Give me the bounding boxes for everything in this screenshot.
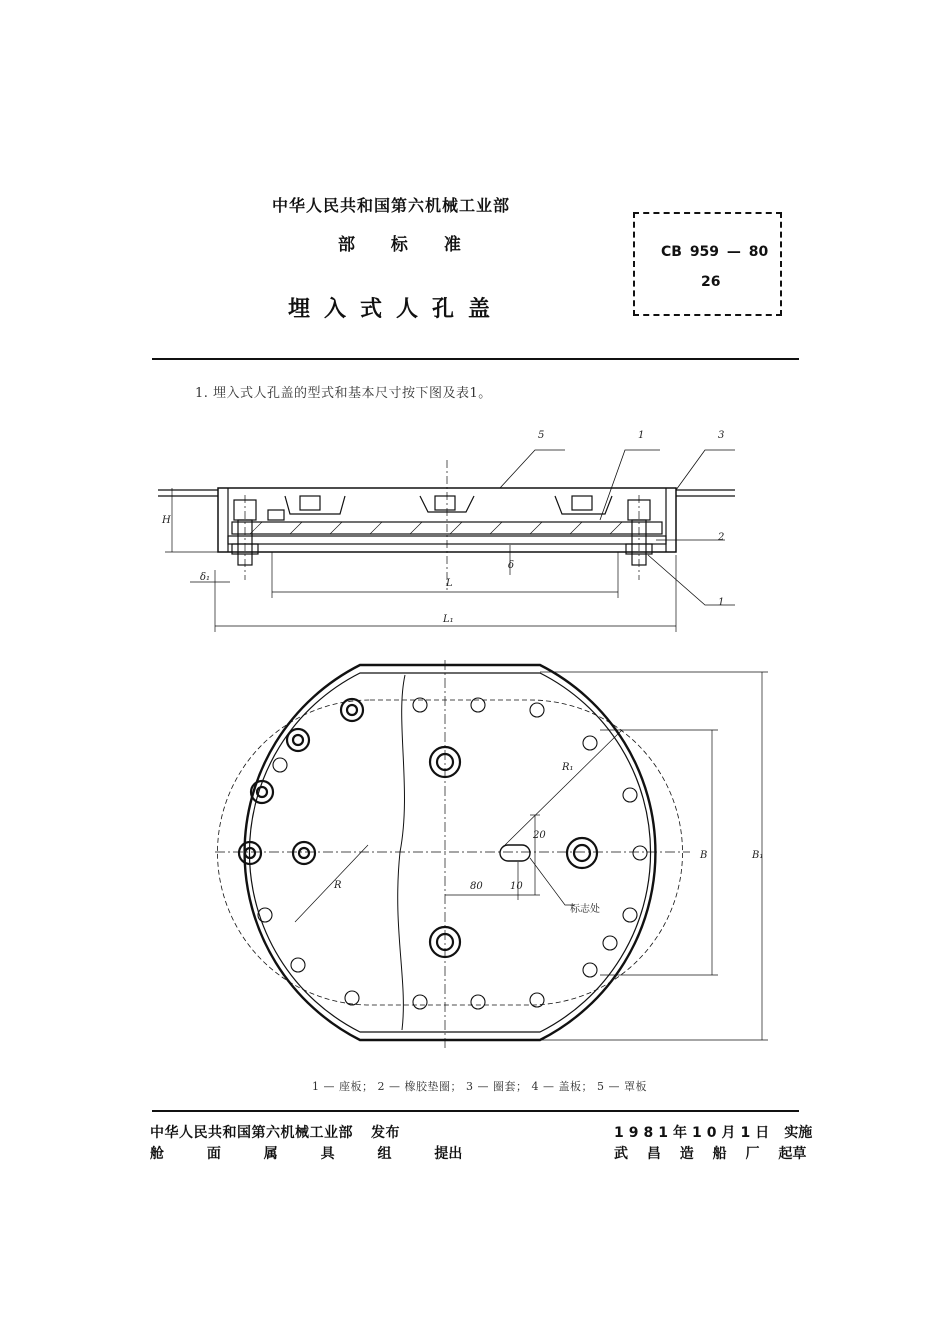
dim-B1: B₁ (752, 850, 764, 861)
dim-R: R (334, 880, 342, 891)
publish-label: 发布 (371, 1125, 400, 1141)
dim-R1: R₁ (562, 762, 574, 773)
dim-B: B (700, 850, 708, 861)
dim-L1: L₁ (443, 614, 454, 625)
dim-L: L (446, 578, 453, 589)
dim-H: H (162, 515, 171, 526)
standard-number: 26 (701, 274, 721, 290)
plan-view (215, 660, 768, 1048)
document-title: 埋入式人孔盖 (288, 297, 505, 322)
implement-label: 实施 (784, 1125, 813, 1141)
drafter: 武 昌 造 船 厂 起草 (614, 1146, 807, 1162)
standard-code: CB 959 — 80 (661, 244, 769, 260)
publisher (150, 1122, 400, 1142)
ministry-name: 中华人民共和国第六机械工业部 (272, 196, 511, 215)
dim-10: 10 (510, 881, 523, 892)
publisher-org: 中华人民共和国第六机械工业部 (150, 1125, 353, 1141)
dim-delta: δ (508, 560, 515, 571)
callout-1-top: 1 (638, 430, 645, 441)
callout-2: 2 (718, 532, 725, 543)
callout-1-bottom: 1 (718, 597, 725, 608)
parts-legend: 1 — 座板； 2 — 橡胶垫圈； 3 — 圈套； 4 — 盖板； 5 — 罩板 (312, 1080, 647, 1093)
section-view (158, 450, 735, 632)
standard-type: 部 标 准 (338, 235, 461, 255)
dim-delta1: δ₁ (200, 572, 211, 583)
implementation-date (614, 1122, 812, 1142)
proposer: 舱 面 属 具 组 提出 (150, 1146, 463, 1162)
date-value: 1981年10月1日 (614, 1125, 775, 1141)
callout-5: 5 (538, 430, 545, 441)
mark-location-label: 标志处 (570, 904, 600, 915)
dim-20: 20 (533, 830, 546, 841)
callout-3: 3 (718, 430, 725, 441)
dim-80: 80 (470, 881, 483, 892)
footer-divider (152, 1110, 799, 1112)
intro-paragraph: 1. 埋入式人孔盖的型式和基本尺寸按下图及表1。 (195, 386, 492, 401)
